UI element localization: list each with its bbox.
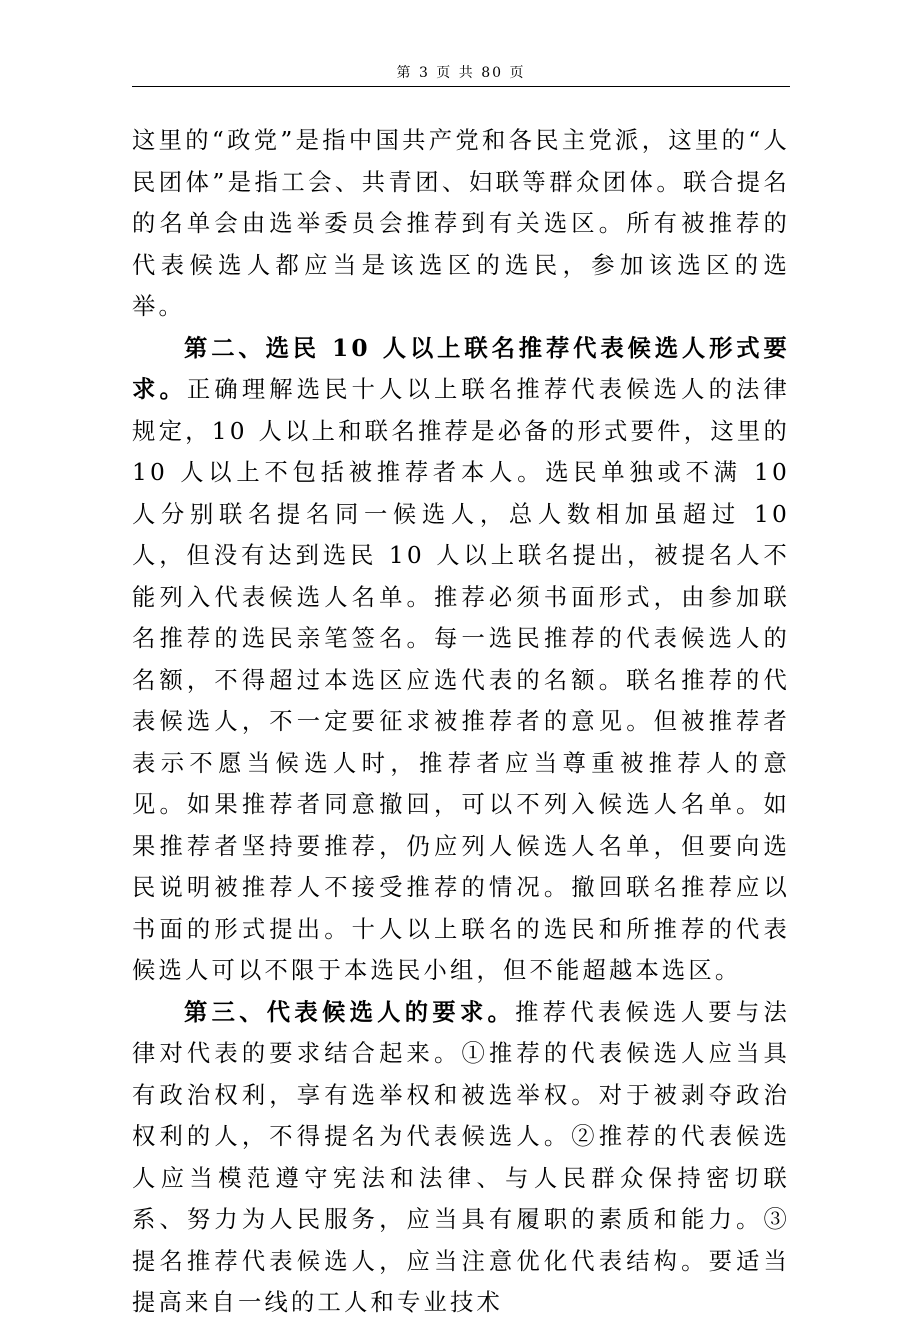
paragraph-3-text: 推荐代表候选人要与法律对代表的要求结合起来。①推荐的代表候选人应当具有政治权利，享有选举权和被选举权。对于被剥夺政治权利的人，不得提名为代表候选人。②推荐的代表候选人应当模范遵守宪法和法律、与人民群众保持密切联系、努力为人民服务，应当具有履职的素质和能力。③提名推荐代表候选人，应当注意优化代表结构。要适当提高来自一线的工人和专业技术 [132, 998, 790, 1316]
header-divider [132, 86, 790, 87]
paragraph-1-text: 这里的“政党”是指中国共产党和各民主党派，这里的“人民团体”是指工会、共青团、妇联等群众团体。联合提名的名单会由选举委员会推荐到有关选区。所有被推荐的代表候选人都应当是该选区的选民，参加该选区的选举。 [132, 127, 790, 320]
page-header: 第 3 页 共 80 页 [396, 65, 526, 81]
paragraph-3-heading: 第三、代表候选人的要求。 [184, 998, 516, 1026]
paragraph-1 [132, 120, 790, 328]
paragraph-2 [132, 328, 790, 992]
paragraph-2-heading: 第二、选民 10 人以上联名推荐代表候选人形式要求。 [132, 334, 790, 403]
paragraph-3 [132, 992, 790, 1324]
document-body [132, 120, 790, 1324]
paragraph-2-text: 正确理解选民十人以上联名推荐代表候选人的法律规定，10 人以上和联名推荐是必备的形式要件，这里的 10 人以上不包括被推荐者本人。选民单独或不满 10 人分别联名提名同一候选人，总人数相加虽超过 10 人，但没有达到选民 10 人以上联名提出，被提名人不能列入代表候选人名单。推荐必须书面形式，由参加联名推荐的选民亲笔签名。每一选民推荐的代表候选人的名额，不得超过本选区应选代表的名额。联名推荐的代表候选人，不一定要征求被推荐者的意见。但被推荐者表示不愿当候选人时，推荐者应当尊重被推荐人的意见。如果推荐者同意撤回，可以不列入候选人名单。如果推荐者坚持要推荐，仍应列人候选人名单，但要向选民说明被推荐人不接受推荐的情况。撤回联名推荐应以书面的形式提出。十人以上联名的选民和所推荐的代表候选人可以不限于本选民小组，但不能超越本选区。 [132, 376, 790, 984]
